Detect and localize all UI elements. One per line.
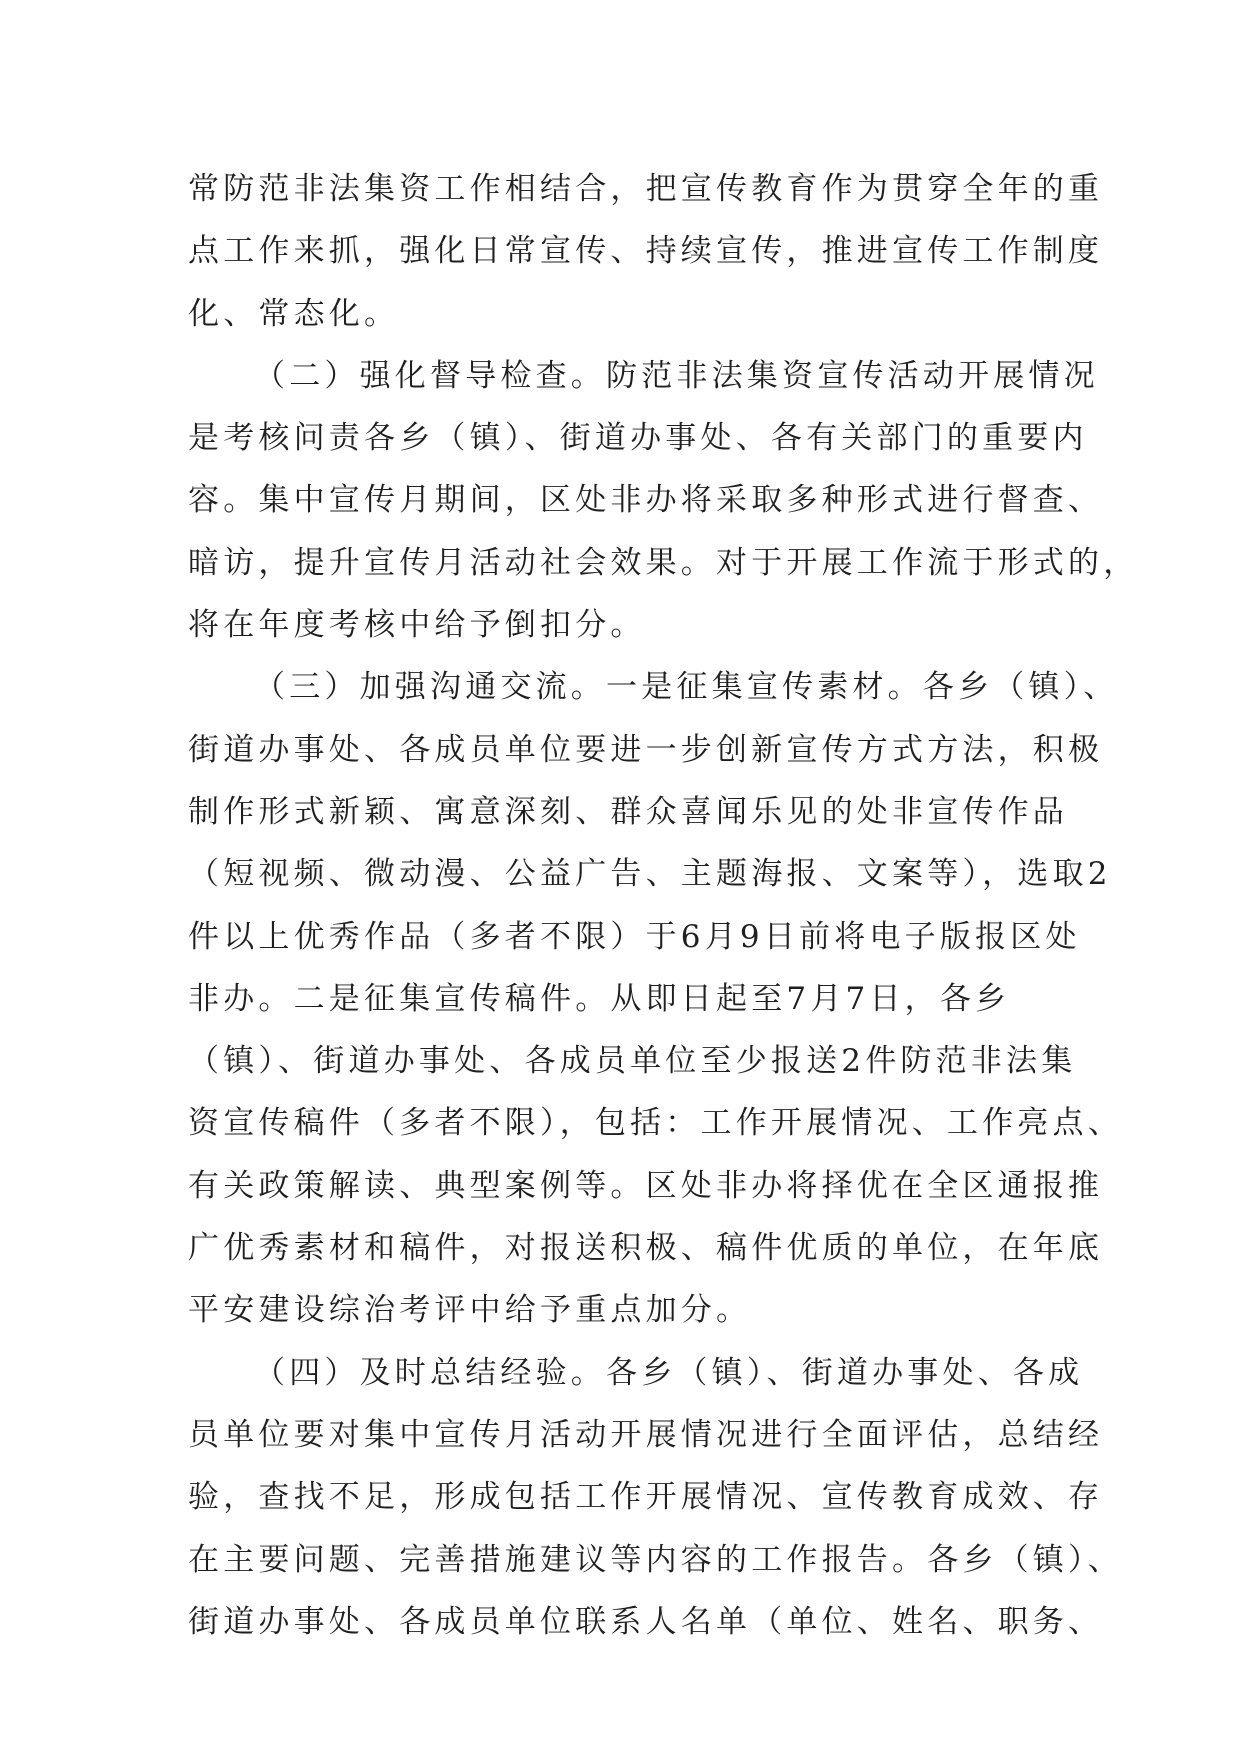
text-line: （短视频、微动漫、公益广告、主题海报、文案等），选取2 (188, 856, 1112, 893)
text-line: 暗访，提升宣传月活动社会效果。对于开展工作流于形式的， (188, 544, 1139, 581)
text-line: 点工作来抓，强化日常宣传、持续宣传，推进宣传工作制度 (188, 233, 1104, 270)
text-line: 平安建设综治考评中给予重点加分。 (188, 1292, 752, 1329)
section-heading-line: （三）加强沟通交流。一是征集宣传素材。各乡（镇）、 (254, 669, 1119, 706)
text-line: 件以上优秀作品（多者不限）于6月9日前将电子版报区处 (188, 918, 1081, 955)
text-line: 常防范非法集资工作相结合，把宣传教育作为贯穿全年的重 (188, 171, 1104, 207)
document-body (188, 158, 1139, 1653)
text-line: 广优秀素材和稿件，对报送积极、稿件优质的单位，在年底 (188, 1230, 1104, 1267)
text-line: 制作形式新颖、寓意深刻、群众喜闻乐见的处非宣传作品 (188, 793, 1068, 830)
text-line: 员单位要对集中宣传月活动开展情况进行全面评估，总结经 (188, 1416, 1104, 1453)
section-heading-line: （四）及时总结经验。各乡（镇）、街道办事处、各成 (254, 1354, 1084, 1391)
text-line: 在主要问题、完善措施建议等内容的工作报告。各乡（镇）、 (188, 1541, 1123, 1578)
text-line: 资宣传稿件（多者不限），包括：工作开展情况、工作亮点、 (188, 1105, 1123, 1142)
text-line: 街道办事处、各成员单位要进一步创新宣传方式方法，积极 (188, 731, 1104, 768)
text-line: 将在年度考核中给予倒扣分。 (188, 607, 646, 644)
text-line: 非办。二是征集宣传稿件。从即日起至7月7日，各乡 (188, 980, 1011, 1017)
text-line: 是考核问责各乡（镇）、街道办事处、各有关部门的重要内 (188, 420, 1088, 457)
text-line: 验，查找不足，形成包括工作开展情况、宣传教育成效、存 (188, 1479, 1104, 1516)
text-line: （镇）、街道办事处、各成员单位至少报送2件防范非法集 (188, 1043, 1077, 1080)
text-line: 化、常态化。 (188, 295, 400, 332)
section-heading-line: （二）强化督导检查。防范非法集资宣传活动开展情况 (254, 357, 1099, 394)
text-line: 街道办事处、各成员单位联系人名单（单位、姓名、职务、 (188, 1603, 1104, 1640)
text-line: 容。集中宣传月期间，区处非办将采取多种形式进行督查、 (188, 482, 1104, 519)
text-line: 有关政策解读、典型案例等。区处非办将择优在全区通报推 (188, 1167, 1104, 1204)
